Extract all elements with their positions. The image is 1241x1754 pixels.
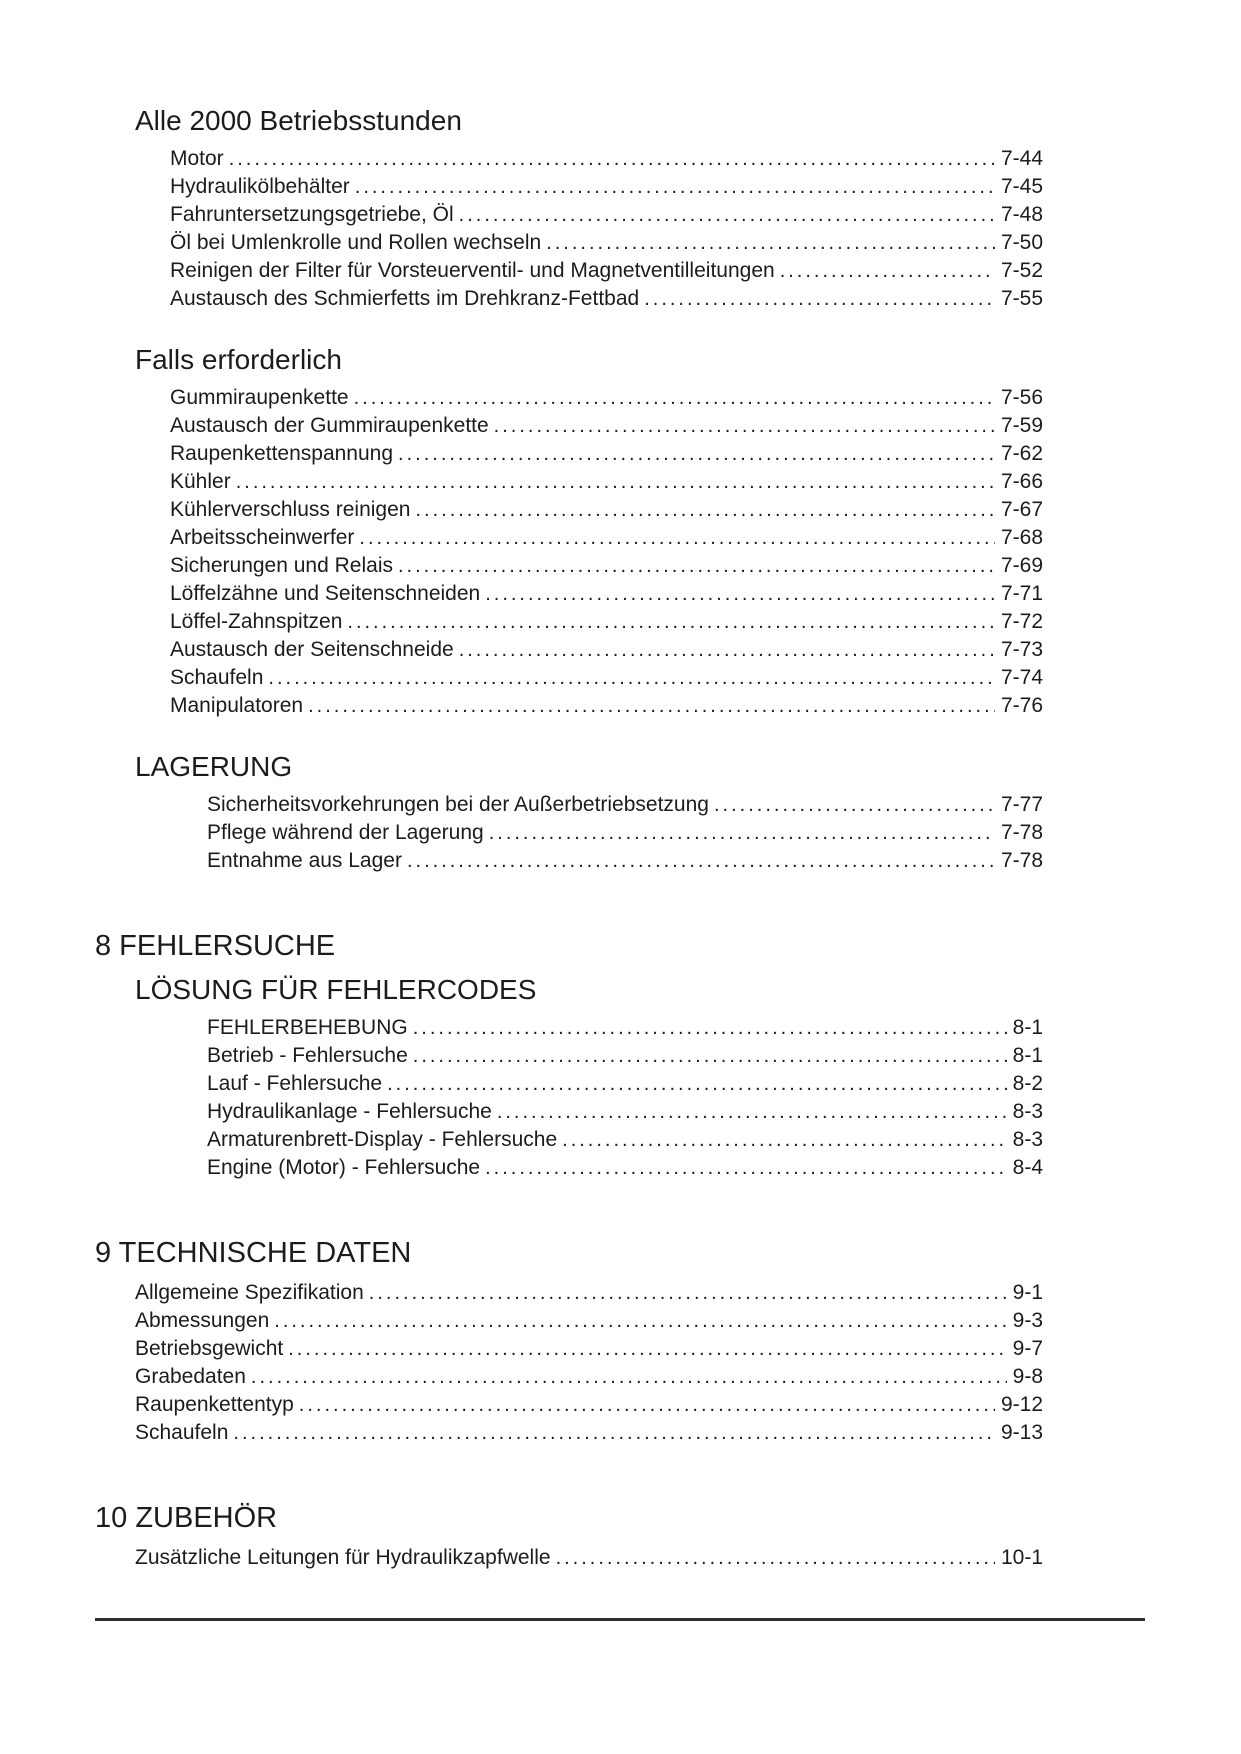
section-heading: Alle 2000 Betriebsstunden xyxy=(135,105,462,136)
entry-label: Abmessungen xyxy=(135,1309,270,1332)
entry-page-number: 7-45 xyxy=(1000,175,1043,198)
toc-entry xyxy=(95,412,1043,440)
dot-leader xyxy=(308,693,995,720)
entry-page-number: 7-69 xyxy=(1000,554,1043,577)
dot-leader xyxy=(415,497,995,524)
entry-label: Reinigen der Filter für Vorsteuerventil- und Magnetventilleitungen xyxy=(170,259,775,282)
entry-label: Raupenkettentyp xyxy=(135,1393,294,1416)
entry-label: Austausch der Gummiraupenkette xyxy=(170,414,489,437)
entry-label: Entnahme aus Lager xyxy=(207,849,402,872)
dot-leader xyxy=(299,1392,995,1419)
entry-page-number: 7-67 xyxy=(1000,498,1043,521)
section-heading: Falls erforderlich xyxy=(135,344,342,375)
entry-label: Löffelzähne und Seitenschneiden xyxy=(170,582,481,605)
dot-leader xyxy=(354,385,995,412)
toc-entry xyxy=(95,1279,1043,1307)
toc-entry xyxy=(95,692,1043,720)
dot-leader xyxy=(556,1545,995,1572)
dot-leader xyxy=(497,1099,1007,1126)
toc-block xyxy=(95,1499,1043,1572)
toc-entry xyxy=(95,229,1043,257)
entry-page-number: 7-76 xyxy=(1000,694,1043,717)
dot-leader xyxy=(369,1280,1007,1307)
toc-entry xyxy=(95,496,1043,524)
chapter-heading: 10 ZUBEHÖR xyxy=(95,1502,278,1534)
dot-leader xyxy=(398,553,995,580)
entry-page-number: 7-59 xyxy=(1000,414,1043,437)
entry-label: Motor xyxy=(170,147,224,170)
entry-label: Manipulatoren xyxy=(170,694,304,717)
entry-label: FEHLERBEHEBUNG xyxy=(207,1016,408,1039)
dot-leader xyxy=(413,1043,1007,1070)
toc-entry xyxy=(95,285,1043,313)
dot-leader xyxy=(780,258,995,285)
entry-page-number: 7-50 xyxy=(1000,231,1043,254)
toc-entry xyxy=(95,608,1043,636)
entry-page-number: 9-7 xyxy=(1012,1337,1043,1360)
entry-page-number: 8-4 xyxy=(1012,1156,1043,1179)
chapter-heading: 9 TECHNISCHE DATEN xyxy=(95,1237,412,1269)
toc-entry xyxy=(95,384,1043,412)
toc-entry xyxy=(95,1544,1043,1572)
entry-label: Betriebsgewicht xyxy=(135,1337,284,1360)
toc-entry xyxy=(95,1307,1043,1335)
toc-entry xyxy=(95,1363,1043,1391)
dot-leader xyxy=(459,637,995,664)
toc-block xyxy=(95,927,1043,965)
entry-label: Hydraulikölbehälter xyxy=(170,175,350,198)
entry-label: Lauf - Fehlersuche xyxy=(207,1072,383,1095)
entry-page-number: 7-77 xyxy=(1000,793,1043,816)
entry-label: Schaufeln xyxy=(135,1421,229,1444)
toc-entry xyxy=(95,257,1043,285)
section-heading: LAGERUNG xyxy=(135,751,293,782)
dot-leader xyxy=(413,1015,1007,1042)
toc-entry xyxy=(95,664,1043,692)
chapter-heading: 8 FEHLERSUCHE xyxy=(95,930,336,962)
entry-page-number: 7-78 xyxy=(1000,821,1043,844)
dot-leader xyxy=(347,609,995,636)
toc-entry xyxy=(95,1042,1043,1070)
entry-label: Sicherheitsvorkehrungen bei der Außerbetriebsetzung xyxy=(207,793,709,816)
entry-page-number: 8-1 xyxy=(1012,1016,1043,1039)
entry-page-number: 9-12 xyxy=(1000,1393,1043,1416)
entry-page-number: 8-1 xyxy=(1012,1044,1043,1067)
dot-leader xyxy=(459,202,995,229)
toc-entry xyxy=(95,636,1043,664)
entry-label: Kühler xyxy=(170,470,231,493)
entry-page-number: 7-68 xyxy=(1000,526,1043,549)
toc-block xyxy=(95,1234,1043,1447)
entry-label: Zusätzliche Leitungen für Hydraulikzapfwelle xyxy=(135,1546,551,1569)
toc-entry xyxy=(95,524,1043,552)
toc-block xyxy=(95,343,1043,720)
entry-label: Öl bei Umlenkrolle und Rollen wechseln xyxy=(170,231,542,254)
entry-label: Fahruntersetzungsgetriebe, Öl xyxy=(170,203,454,226)
entry-page-number: 9-1 xyxy=(1012,1281,1043,1304)
toc-entry xyxy=(95,1126,1043,1154)
dot-leader xyxy=(274,1308,1006,1335)
entry-page-number: 10-1 xyxy=(1000,1546,1043,1569)
entry-page-number: 8-3 xyxy=(1012,1128,1043,1151)
dot-leader xyxy=(233,1420,995,1447)
entry-page-number: 7-48 xyxy=(1000,203,1043,226)
footer-divider xyxy=(95,1618,1145,1621)
toc-entry xyxy=(95,1014,1043,1042)
dot-leader xyxy=(562,1127,1007,1154)
entry-page-number: 9-8 xyxy=(1012,1365,1043,1388)
dot-leader xyxy=(546,230,995,257)
dot-leader xyxy=(485,581,995,608)
dot-leader xyxy=(229,146,995,173)
entry-label: Arbeitsscheinwerfer xyxy=(170,526,355,549)
entry-label: Kühlerverschluss reinigen xyxy=(170,498,411,521)
toc-entry xyxy=(95,847,1043,875)
entry-label: Grabedaten xyxy=(135,1365,246,1388)
entry-page-number: 7-71 xyxy=(1000,582,1043,605)
entry-label: Gummiraupenkette xyxy=(170,386,349,409)
entry-page-number: 7-72 xyxy=(1000,610,1043,633)
dot-leader xyxy=(288,1336,1006,1363)
dot-leader xyxy=(494,413,995,440)
entry-label: Löffel-Zahnspitzen xyxy=(170,610,343,633)
dot-leader xyxy=(485,1155,1007,1182)
toc-entry xyxy=(95,552,1043,580)
entry-label: Sicherungen und Relais xyxy=(170,554,393,577)
dot-leader xyxy=(251,1364,1007,1391)
toc-block xyxy=(95,104,1043,313)
entry-page-number: 9-3 xyxy=(1012,1309,1043,1332)
entry-page-number: 7-66 xyxy=(1000,470,1043,493)
toc-entry xyxy=(95,1098,1043,1126)
dot-leader xyxy=(268,665,995,692)
toc-entry xyxy=(95,201,1043,229)
toc-entry xyxy=(95,791,1043,819)
toc-entry xyxy=(95,145,1043,173)
dot-leader xyxy=(714,792,995,819)
entry-page-number: 7-62 xyxy=(1000,442,1043,465)
dot-leader xyxy=(644,286,995,313)
entry-page-number: 7-78 xyxy=(1000,849,1043,872)
entry-label: Allgemeine Spezifikation xyxy=(135,1281,364,1304)
toc-entry xyxy=(95,468,1043,496)
section-heading: LÖSUNG FÜR FEHLERCODES xyxy=(135,974,537,1005)
entry-page-number: 7-55 xyxy=(1000,287,1043,310)
toc-entry xyxy=(95,1335,1043,1363)
entry-label: Pflege während der Lagerung xyxy=(207,821,484,844)
toc-entry xyxy=(95,173,1043,201)
entry-page-number: 8-2 xyxy=(1012,1072,1043,1095)
toc-block xyxy=(95,750,1043,875)
entry-page-number: 7-73 xyxy=(1000,638,1043,661)
entry-label: Hydraulikanlage - Fehlersuche xyxy=(207,1100,492,1123)
dot-leader xyxy=(398,441,995,468)
entry-page-number: 7-52 xyxy=(1000,259,1043,282)
entry-page-number: 7-56 xyxy=(1000,386,1043,409)
entry-label: Schaufeln xyxy=(170,666,264,689)
entry-page-number: 7-44 xyxy=(1000,147,1043,170)
entry-label: Betrieb - Fehlersuche xyxy=(207,1044,408,1067)
dot-leader xyxy=(387,1071,1007,1098)
toc-block xyxy=(95,973,1043,1182)
toc-entry xyxy=(95,1419,1043,1447)
entry-page-number: 7-74 xyxy=(1000,666,1043,689)
toc-entry xyxy=(95,1391,1043,1419)
toc-entry xyxy=(95,580,1043,608)
table-of-contents xyxy=(95,104,1043,1572)
dot-leader xyxy=(236,469,995,496)
entry-label: Austausch des Schmierfetts im Drehkranz-Fettbad xyxy=(170,287,640,310)
toc-entry xyxy=(95,819,1043,847)
entry-page-number: 9-13 xyxy=(1000,1421,1043,1444)
dot-leader xyxy=(407,848,995,875)
dot-leader xyxy=(489,820,995,847)
dot-leader xyxy=(355,174,995,201)
entry-page-number: 8-3 xyxy=(1012,1100,1043,1123)
toc-entry xyxy=(95,1070,1043,1098)
toc-entry xyxy=(95,1154,1043,1182)
entry-label: Armaturenbrett-Display - Fehlersuche xyxy=(207,1128,558,1151)
entry-label: Raupenkettenspannung xyxy=(170,442,394,465)
dot-leader xyxy=(359,525,995,552)
toc-entry xyxy=(95,440,1043,468)
entry-label: Engine (Motor) - Fehlersuche xyxy=(207,1156,481,1179)
entry-label: Austausch der Seitenschneide xyxy=(170,638,454,661)
